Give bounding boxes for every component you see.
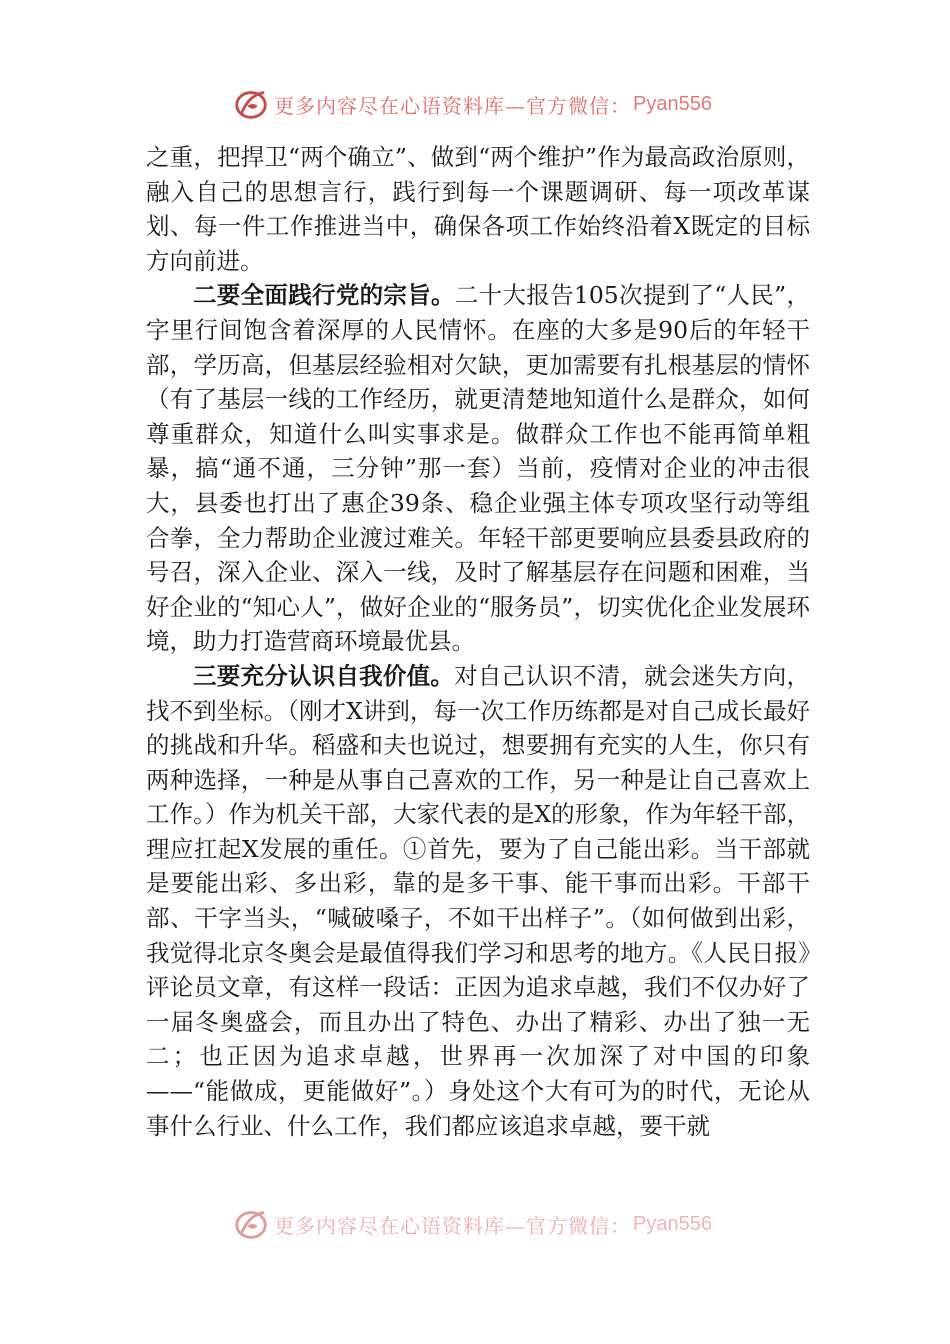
- paragraph-3: [146, 659, 810, 1143]
- watermark-text: 更多内容尽在心语资料库—官方微信：: [274, 93, 631, 118]
- watermark-wechat-id: Pyan556: [633, 92, 712, 115]
- paragraph-3-body: 对自己认识不清，就会迷失方向，找不到坐标。（刚才X讲到，每一次工作历练都是对自己成长最好的挑战和升华。稻盛和夫也说过，想要拥有充实的人生，你只有两种选择，一种是从事自己喜欢的工作，另一种是让自己喜欢上工作。）作为机关干部，大家代表的是X的形象，作为年轻干部，理应扛起X发展的重任。①首先，要为了自己能出彩。当干部就是要能出彩、多出彩，靠的是多干事、能干事而出彩。干部干部、干字当头，“喊破嗓子，不如干出样子”。（如何做到出彩，我觉得北京冬奥会是最值得我们学习和思考的地方。《人民日报》评论员文章，有这样一段话：正因为追求卓越，我们不仅办好了一届冬奥盛会，而且办出了特色、办出了精彩、办出了独一无二；也正因为追求卓越，世界再一次加深了对中国的印象——“能做成，更能做好”。）身处这个大有可为的时代，无论从事什么行业、什么工作，我们都应该追求卓越，要干就: [146, 661, 811, 1140]
- watermark-wechat-id: Pyan556: [633, 1212, 712, 1235]
- paragraph-1: [146, 140, 810, 278]
- brush-stroke-logo-icon: [232, 85, 270, 123]
- watermark-text: 更多内容尽在心语资料库—官方微信：: [274, 1213, 631, 1238]
- document-body: [146, 140, 810, 1143]
- paragraph-2-body: 二十大报告105次提到了“人民”，字里行间饱含着深厚的人民情怀。在座的大多是90后的年轻干部，学历高，但基层经验相对欠缺，更加需要有扎根基层的情怀（有了基层一线的工作经历，就更清楚地知道什么是群众，如何尊重群众，知道什么叫实事求是。做群众工作也不能再简单粗暴，搞“通不通，三分钟”那一套）当前，疫情对企业的冲击很大，县委也打出了惠企39条、稳企业强主体专项攻坚行动等组合拳，全力帮助企业渡过难关。年轻干部更要响应县委县政府的号召，深入企业、深入一线，及时了解基层存在问题和困难，当好企业的“知心人”，做好企业的“服务员”，切实优化企业发展环境，助力打造营商环境最优县。: [146, 281, 811, 656]
- header-watermark: [232, 84, 712, 124]
- paragraph-2: [146, 278, 810, 659]
- footer-watermark: [232, 1204, 712, 1244]
- paragraph-1-body: 之重，把捍卫“两个确立”、做到“两个维护”作为最高政治原则，融入自己的思想言行，践行到每一个课题调研、每一项改革谋划、每一件工作推进当中，确保各项工作始终沿着X既定的目标方向前进。: [146, 143, 810, 275]
- paragraph-3-heading: 三要充分认识自我价值。: [193, 661, 455, 690]
- paragraph-2-heading: 二要全面践行党的宗旨。: [193, 281, 455, 310]
- brush-stroke-logo-icon: [232, 1205, 270, 1243]
